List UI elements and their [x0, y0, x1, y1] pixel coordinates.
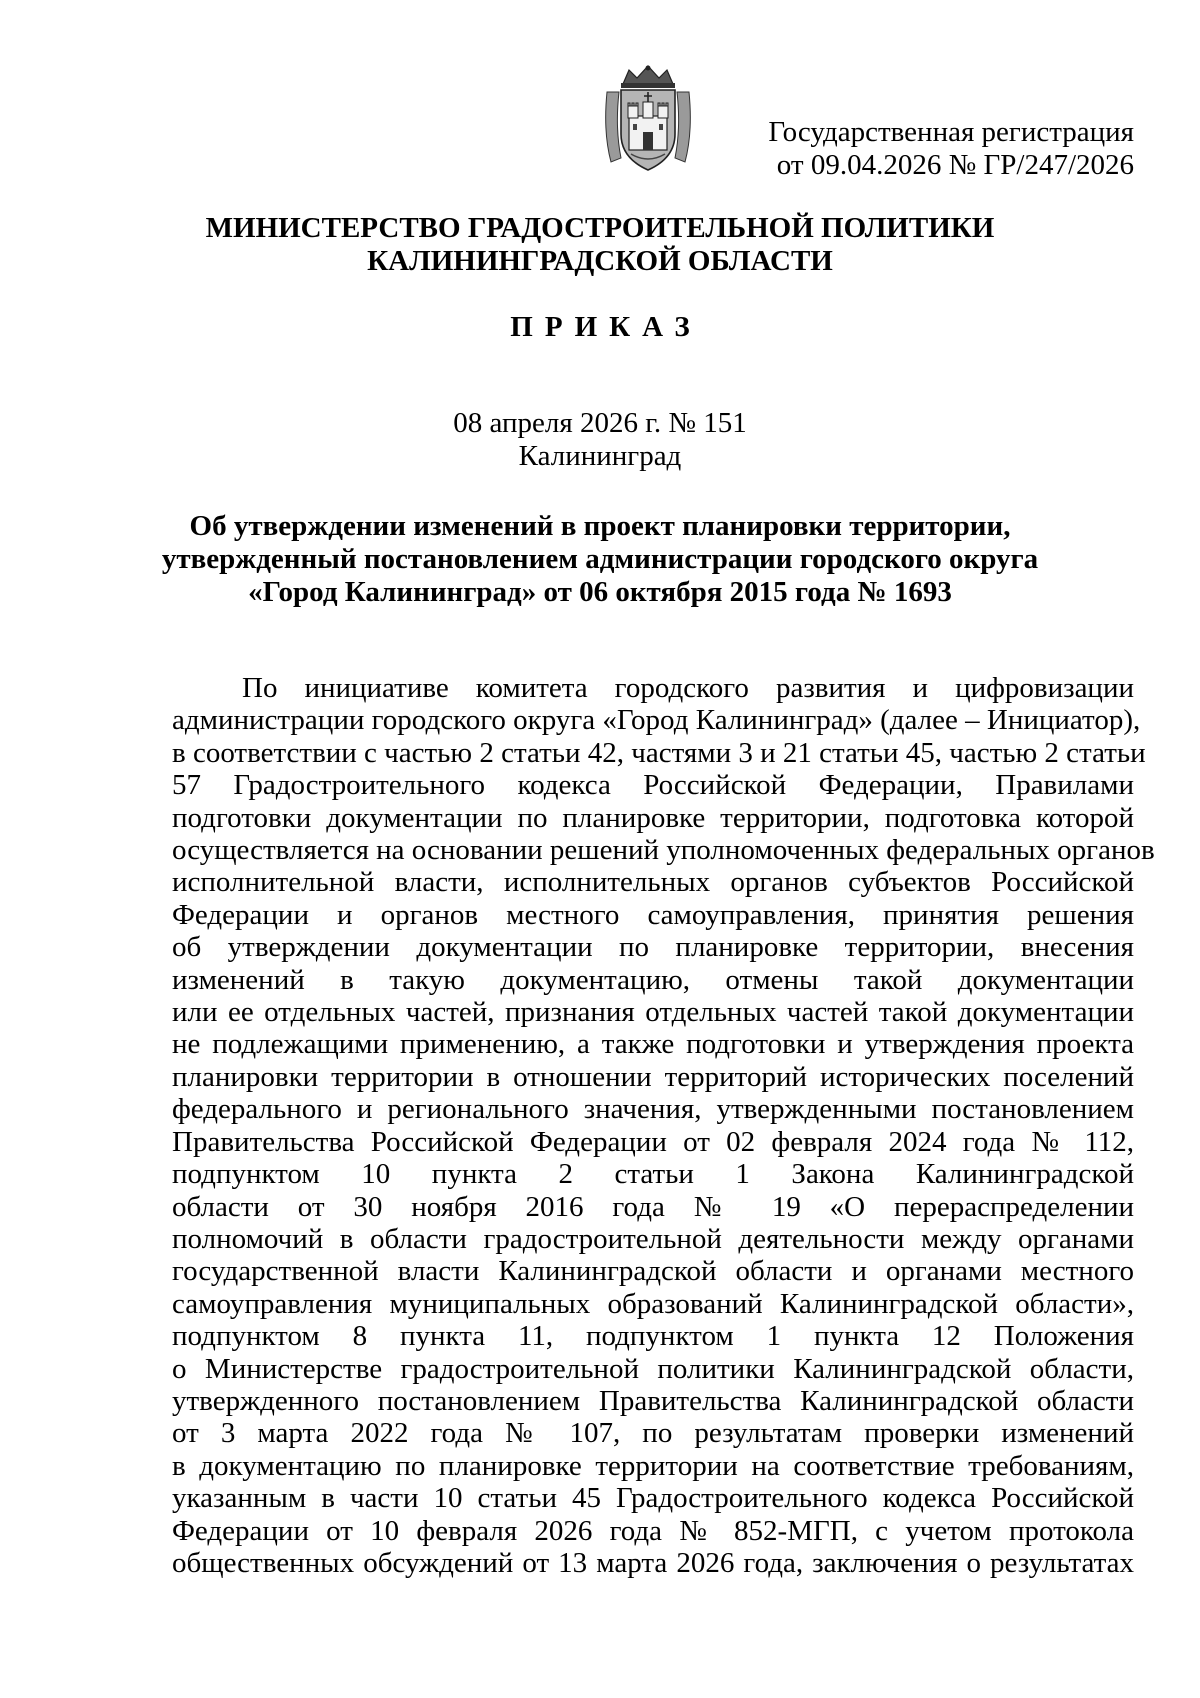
body-line: администрации городского округа «Город Калининград» (далее – Инициатор), — [172, 704, 1141, 737]
date-number-block — [0, 407, 1200, 473]
ministry-name — [0, 212, 1200, 278]
body-line: общественных обсуждений от 13 марта 2026 года, заключения о результатах — [172, 1546, 1134, 1579]
body-line: подпунктом 10 пункта 2 статьи 1 Закона Калининградской — [172, 1158, 1134, 1191]
body-line: об утверждении документации по планировке территории, внесения — [172, 931, 1134, 964]
order-title-line: «Город Калининград» от 06 октября 2015 года № 1693 — [248, 576, 952, 608]
body-line: в документацию по планировке территории на соответствие требованиям, — [172, 1449, 1134, 1482]
document-type-heading: ПРИКАЗ — [510, 311, 702, 343]
body-line: государственной власти Калининградской области и органами местного — [172, 1255, 1134, 1288]
body-line: осуществляется на основании решений уполномоченных федеральных органов — [172, 834, 1155, 867]
body-line: от 3 марта 2022 года № 107, по результатам проверки изменений — [172, 1417, 1134, 1450]
body-line: области от 30 ноября 2016 года № 19 «О перераспределении — [172, 1190, 1134, 1223]
registration-stamp — [768, 116, 1134, 182]
body-line: Федерации и органов местного самоуправления, принятия решения — [172, 898, 1134, 931]
ministry-name-line: КАЛИНИНГРАДСКОЙ ОБЛАСТИ — [367, 245, 833, 277]
registration-line: Государственная регистрация — [768, 116, 1134, 148]
body-line: подпунктом 8 пункта 11, подпунктом 1 пункта 12 Положения — [172, 1320, 1134, 1353]
coat-of-arms-icon — [601, 62, 695, 176]
body-line: утвержденного постановлением Правительства Калининградской области — [172, 1384, 1134, 1417]
order-title-line: Об утверждении изменений в проект планировки территории, — [189, 510, 1011, 542]
order-title-line: утвержденный постановлением администрации городского округа — [161, 543, 1039, 575]
registration-line: от 09.04.2026 № ГР/247/2026 — [776, 149, 1134, 181]
body-line: в соответствии с частью 2 статьи 42, частями 3 и 21 статьи 45, частью 2 статьи — [172, 736, 1146, 769]
body-line: указанным в части 10 статьи 45 Градостроительного кодекса Российской — [172, 1482, 1134, 1515]
body-line: не подлежащими применению, а также подготовки и утверждения проекта — [172, 1028, 1134, 1061]
body-line: 57 Градостроительного кодекса Российской Федерации, Правилами — [172, 769, 1134, 802]
order-city: Калининград — [518, 440, 682, 472]
ministry-name-line: МИНИСТЕРСТВО ГРАДОСТРОИТЕЛЬНОЙ ПОЛИТИКИ — [205, 212, 995, 244]
body-line: самоуправления муниципальных образований Калининградской области», — [172, 1287, 1134, 1320]
body-line: По инициативе комитета городского развития и цифровизации — [242, 672, 1134, 704]
body-line: Правительства Российской Федерации от 02 февраля 2024 года № 112, — [172, 1125, 1134, 1158]
order-date-number: 08 апреля 2026 г. № 151 — [453, 407, 747, 439]
body-line: полномочий в области градостроительной деятельности между органами — [172, 1222, 1134, 1255]
body-line: федерального и регионального значения, утвержденными постановлением — [172, 1093, 1134, 1126]
body-line: или ее отдельных частей, признания отдельных частей такой документации — [172, 996, 1134, 1029]
body-line: изменений в такую документацию, отмены такой документации — [172, 963, 1134, 996]
body-line: о Министерстве градостроительной политики Калининградской области, — [172, 1352, 1134, 1385]
body-line: планировки территории в отношении территорий исторических поселений — [172, 1060, 1134, 1093]
order-title — [0, 510, 1200, 609]
order-body — [172, 672, 1155, 1579]
body-line: Федерации от 10 февраля 2026 года № 852-МГП, с учетом протокола — [172, 1514, 1134, 1547]
body-line: подготовки документации по планировке территории, подготовка которой — [172, 801, 1134, 834]
body-line: исполнительной власти, исполнительных органов субъектов Российской — [172, 866, 1134, 899]
